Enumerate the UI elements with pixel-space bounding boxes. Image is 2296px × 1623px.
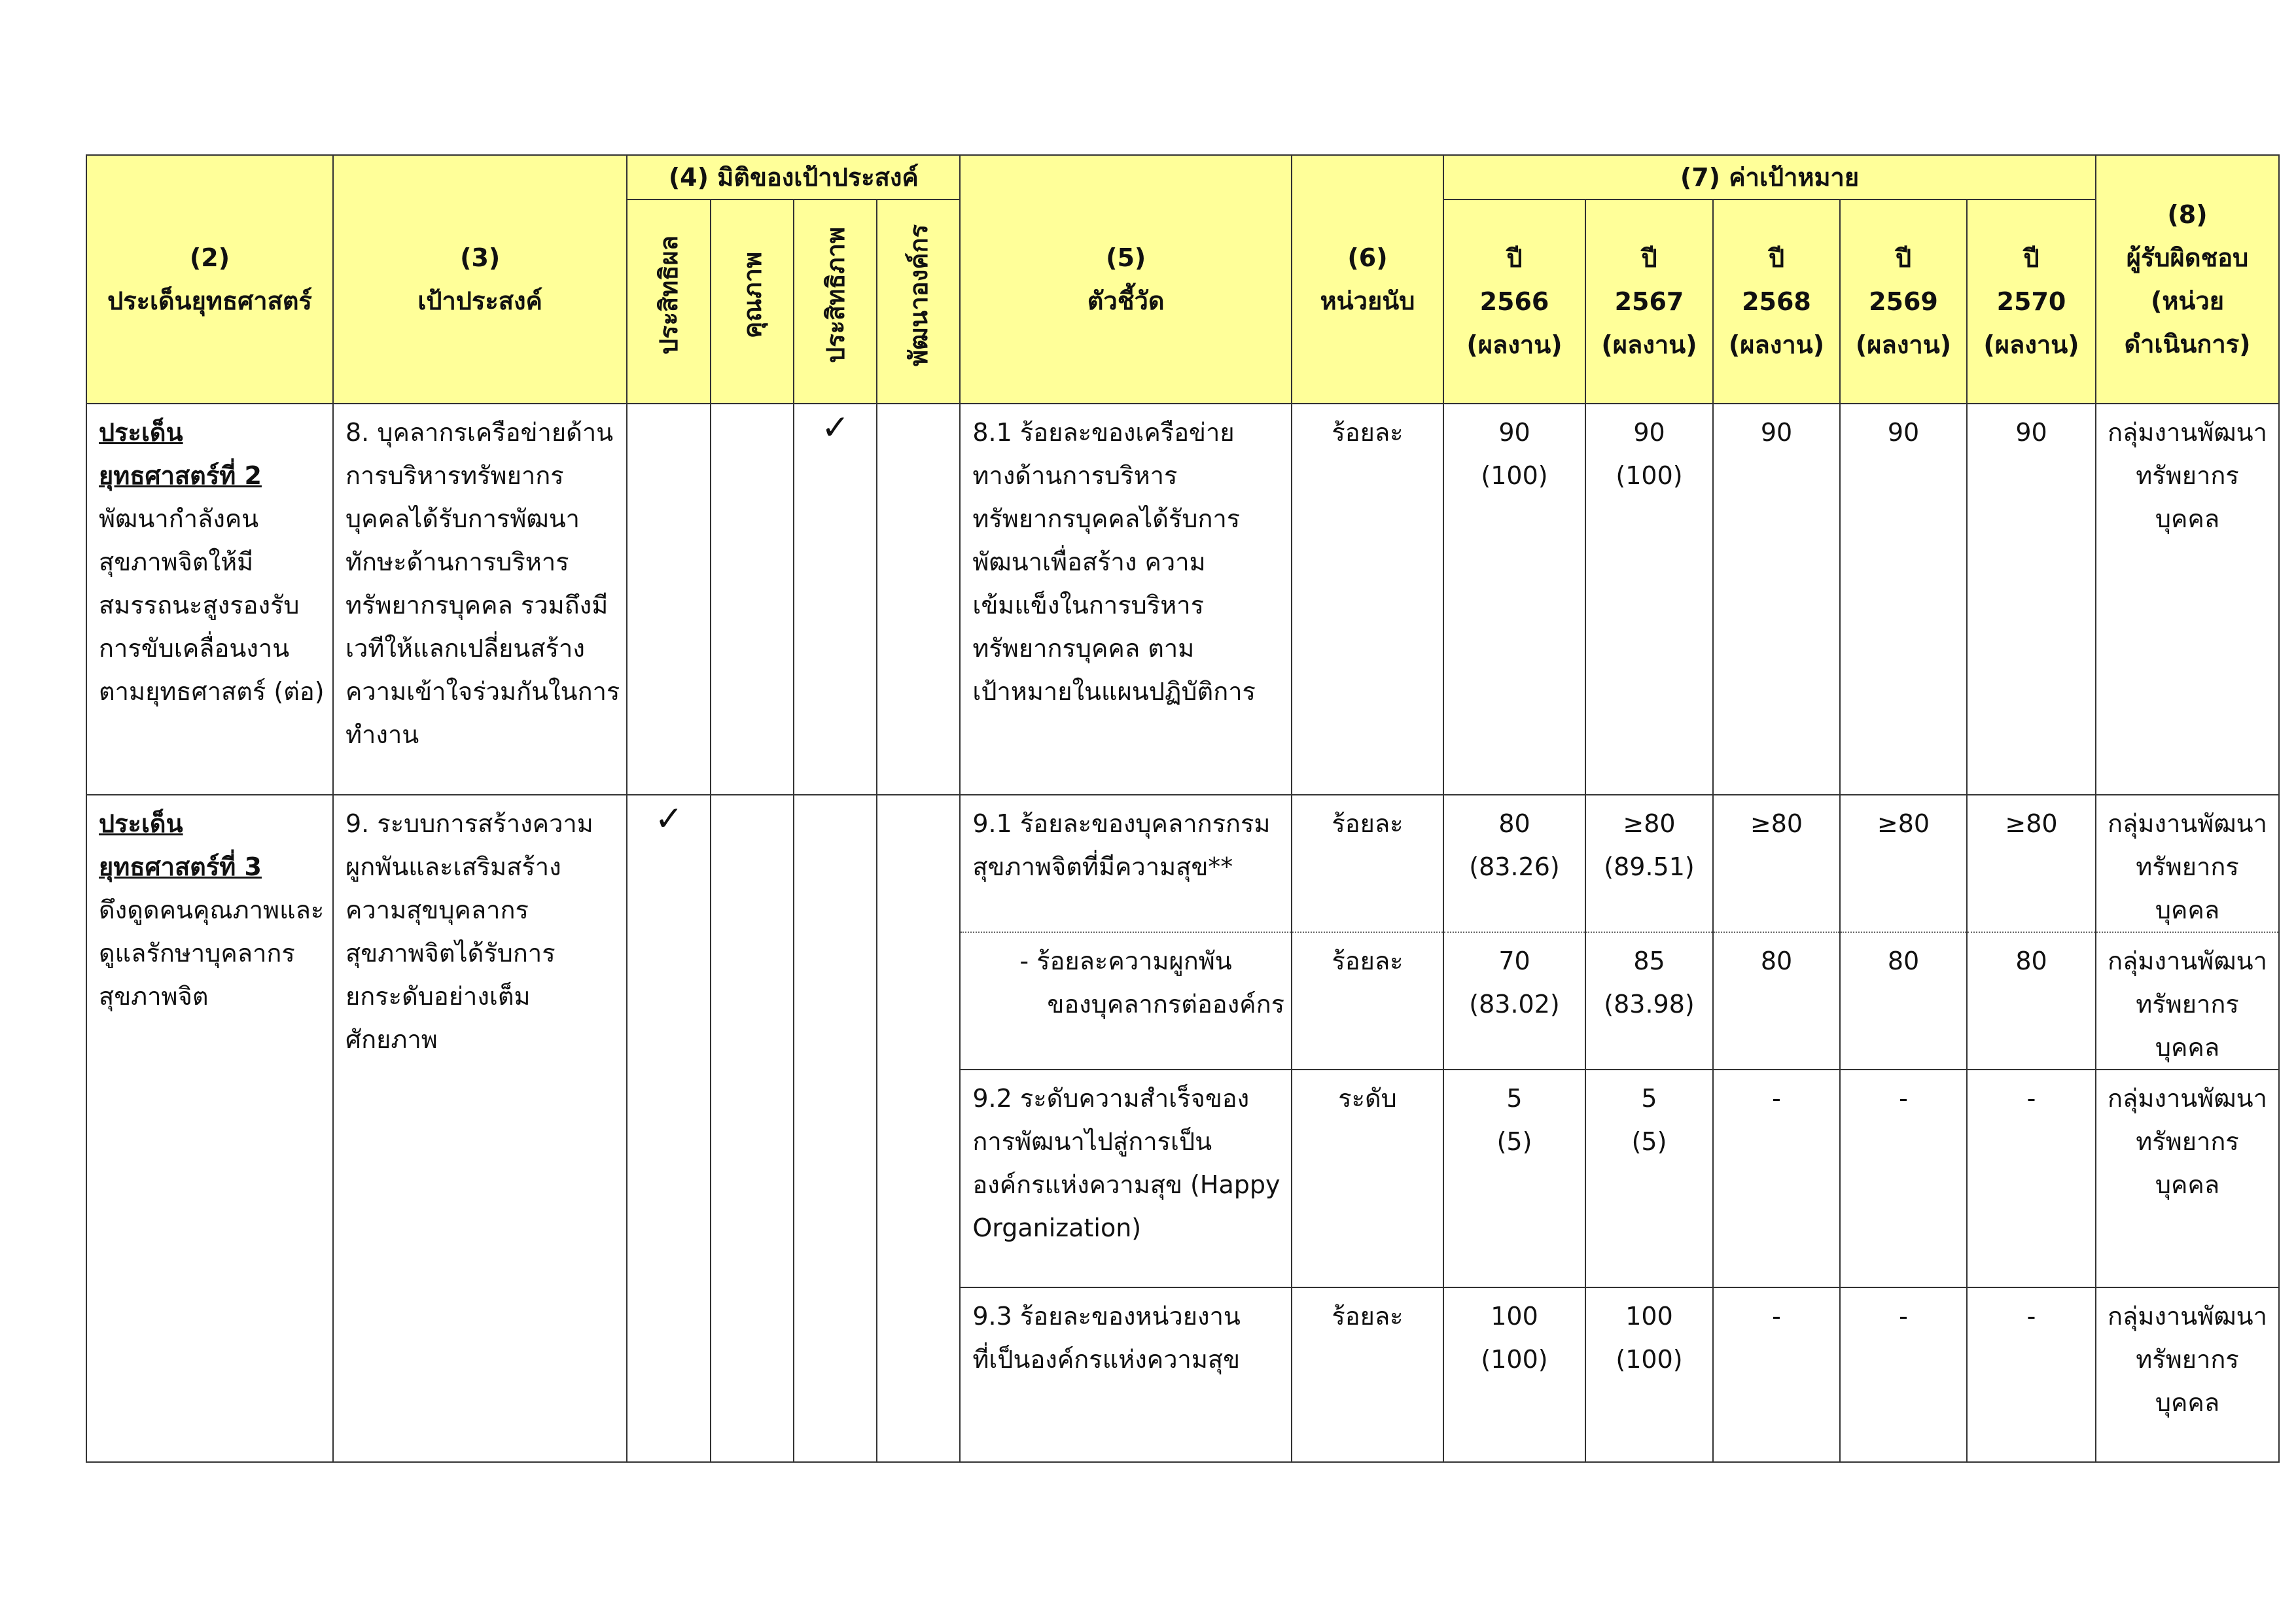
unit-cell: ระดับ <box>1292 1070 1443 1287</box>
header-indicator: (5) ตัวชี้วัด <box>960 155 1292 404</box>
dim-org-development-cell <box>877 404 960 795</box>
target-2567: 100 (100) <box>1585 1287 1713 1462</box>
target-2566: 100 (100) <box>1443 1287 1585 1462</box>
dim-efficiency-cell <box>794 795 877 1462</box>
header-year-2568: ปี 2568 (ผลงาน) <box>1713 200 1840 404</box>
target-2566: 70 (83.02) <box>1443 932 1585 1070</box>
indicator-8-1: 8.1 ร้อยละของเครือข่าย ทางด้านการบริหาร ทรัพยากรบุคคลได้รับการ พัฒนาเพื่อสร้าง ความ เข้มแข็งในการบริหาร ทรัพยากรบุคคล ตาม เป้าหมายในแผนปฏิบัติการ <box>960 404 1292 795</box>
unit-cell: ร้อยละ <box>1292 404 1443 795</box>
target-2570: 80 <box>1967 932 2096 1070</box>
strategy-table-sheet <box>86 154 2280 1463</box>
table-row <box>86 404 2279 795</box>
header-responsible: (8) ผู้รับผิดชอบ (หน่วย ดำเนินการ) <box>2096 155 2279 404</box>
responsible-cell: กลุ่มงานพัฒนา ทรัพยากร บุคคล <box>2096 1070 2279 1287</box>
target-2569: - <box>1840 1070 1967 1287</box>
header-year-2570: ปี 2570 (ผลงาน) <box>1967 200 2096 404</box>
dim-quality-cell <box>711 404 794 795</box>
responsible-cell: กลุ่มงานพัฒนา ทรัพยากร บุคคล <box>2096 404 2279 795</box>
target-2567: 85 (83.98) <box>1585 932 1713 1070</box>
header-dim-efficiency: ประสิทธิภาพ <box>794 200 877 404</box>
target-2568: - <box>1713 1287 1840 1462</box>
target-2569: - <box>1840 1287 1967 1462</box>
dim-org-development-cell <box>877 795 960 1462</box>
header-dim-quality: คุณภาพ <box>711 200 794 404</box>
strategy-3-cell: ประเด็น ยุทธศาสตร์ที่ 3 ดึงดูดคนคุณภาพและ ดูแลรักษาบุคลากร สุขภาพจิต <box>86 795 333 1462</box>
header-unit: (6) หน่วยนับ <box>1292 155 1443 404</box>
header-strategy: (2) ประเด็นยุทธศาสตร์ <box>86 155 333 404</box>
header-year-2566: ปี 2566 (ผลงาน) <box>1443 200 1585 404</box>
unit-cell: ร้อยละ <box>1292 932 1443 1070</box>
header-dim-org-development: พัฒนาองค์กร <box>877 200 960 404</box>
indicator-9-2: 9.2 ระดับความสำเร็จของ การพัฒนาไปสู่การเป็น องค์กรแห่งความสุข (Happy Organization) <box>960 1070 1292 1287</box>
target-2568: - <box>1713 1070 1840 1287</box>
target-2568: ≥80 <box>1713 795 1840 932</box>
target-2568: 90 <box>1713 404 1840 795</box>
dim-efficiency-check: ✓ <box>794 404 877 795</box>
target-2566: 5 (5) <box>1443 1070 1585 1287</box>
header-year-2569: ปี 2569 (ผลงาน) <box>1840 200 1967 404</box>
target-2569: 90 <box>1840 404 1967 795</box>
target-2570: 90 <box>1967 404 2096 795</box>
header-dimensions: (4) มิติของเป้าประสงค์ <box>627 155 960 200</box>
goal-8-cell: 8. บุคลากรเครือข่ายด้าน การบริหารทรัพยากร บุคคลได้รับการพัฒนา ทักษะด้านการบริหาร ทรัพยากรบุคคล รวมถึงมี เวทีให้แลกเปลี่ยนสร้าง ความเข้าใจร่วมกันในการ ทำงาน <box>333 404 627 795</box>
target-2570: - <box>1967 1070 2096 1287</box>
target-2566: 90 (100) <box>1443 404 1585 795</box>
target-2570: ≥80 <box>1967 795 2096 932</box>
indicator-9-3: 9.3 ร้อยละของหน่วยงาน ที่เป็นองค์กรแห่งความสุข <box>960 1287 1292 1462</box>
header-year-2567: ปี 2567 (ผลงาน) <box>1585 200 1713 404</box>
responsible-cell: กลุ่มงานพัฒนา ทรัพยากร บุคคล <box>2096 1287 2279 1462</box>
header-targets: (7) ค่าเป้าหมาย <box>1443 155 2096 200</box>
unit-cell: ร้อยละ <box>1292 795 1443 932</box>
target-2566: 80 (83.26) <box>1443 795 1585 932</box>
responsible-cell: กลุ่มงานพัฒนา ทรัพยากร บุคคล <box>2096 932 2279 1070</box>
header-goal: (3) เป้าประสงค์ <box>333 155 627 404</box>
table-row <box>86 795 2279 932</box>
strategy-2-cell: ประเด็น ยุทธศาสตร์ที่ 2 พัฒนากำลังคน สุขภาพจิตให้มี สมรรถนะสูงรองรับ การขับเคลื่อนงาน ตามยุทธศาสตร์ (ต่อ) <box>86 404 333 795</box>
unit-cell: ร้อยละ <box>1292 1287 1443 1462</box>
target-2567: 5 (5) <box>1585 1070 1713 1287</box>
target-2569: ≥80 <box>1840 795 1967 932</box>
dim-quality-cell <box>711 795 794 1462</box>
header-dim-effectiveness: ประสิทธิผล <box>627 200 711 404</box>
responsible-cell: กลุ่มงานพัฒนา ทรัพยากร บุคคล <box>2096 795 2279 932</box>
target-2570: - <box>1967 1287 2096 1462</box>
target-2568: 80 <box>1713 932 1840 1070</box>
goal-9-cell: 9. ระบบการสร้างความ ผูกพันและเสริมสร้าง ความสุขบุคลากร สุขภาพจิตได้รับการ ยกระดับอย่างเต็ม ศักยภาพ <box>333 795 627 1462</box>
dim-effectiveness-check: ✓ <box>627 795 711 1462</box>
indicator-9-1-sub: - ร้อยละความผูกพัน ของบุคลากรต่อองค์กร <box>960 932 1292 1070</box>
dim-effectiveness-cell <box>627 404 711 795</box>
strategy-table <box>86 154 2280 1463</box>
target-2569: 80 <box>1840 932 1967 1070</box>
target-2567: 90 (100) <box>1585 404 1713 795</box>
target-2567: ≥80 (89.51) <box>1585 795 1713 932</box>
indicator-9-1: 9.1 ร้อยละของบุคลากรกรม สุขภาพจิตที่มีความสุข** <box>960 795 1292 932</box>
